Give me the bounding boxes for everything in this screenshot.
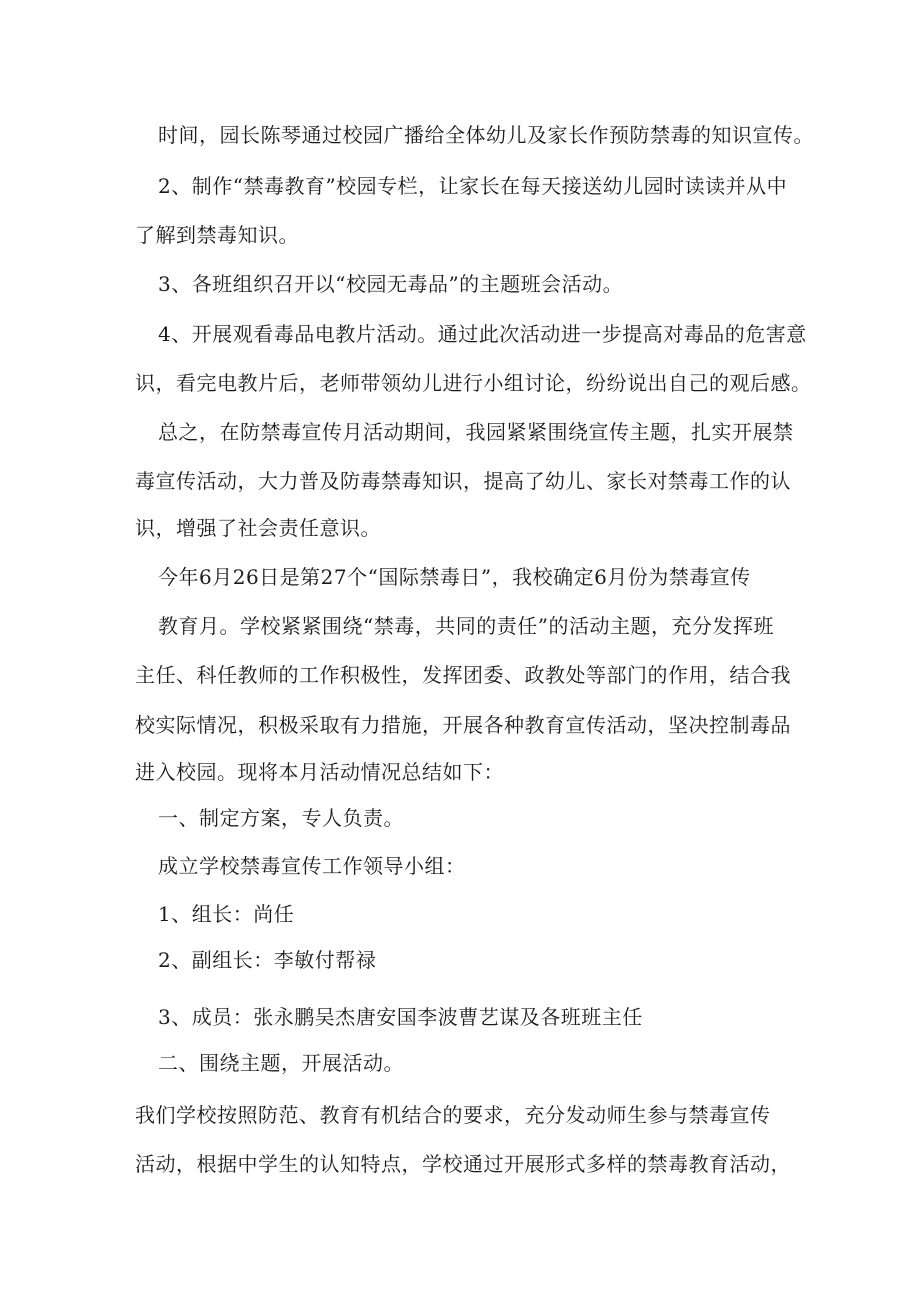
list-item: 1、组长：尚任	[158, 902, 295, 926]
text-line: 今年6月26日是第27个“国际禁毒日”，我校确定6月份为禁毒宣传	[158, 565, 751, 589]
list-item: 3、成员：张永鹏吴杰唐安国李波曹艺谋及各班班主任	[158, 1005, 643, 1029]
text-line: 2、制作“禁毒教育”校园专栏，让家长在每天接送幼儿园时读读并从中	[158, 174, 788, 198]
text-line: 主任、科任教师的工作积极性，发挥团委、政教处等部门的作用，结合我	[135, 663, 791, 687]
section-heading: 二、围绕主题，开展活动。	[158, 1051, 404, 1075]
text-line: 3、各班组织召开以“校园无毒品”的主题班会活动。	[158, 272, 624, 296]
text-line: 4、开展观看毒品电教片活动。通过此次活动进一步提高对毒品的危害意	[158, 322, 807, 346]
text-line: 毒宣传活动，大力普及防毒禁毒知识，提高了幼儿、家长对禁毒工作的认	[135, 469, 791, 493]
text-line: 了解到禁毒知识。	[135, 223, 299, 247]
text-line: 校实际情况，积极采取有力措施，开展各种教育宣传活动，坚决控制毒品	[135, 713, 791, 737]
text-line: 教育月。学校紧紧围绕“禁毒，共同的责任”的活动主题，充分发挥班	[158, 614, 774, 638]
list-item: 2、副组长：李敏付帮禄	[158, 948, 377, 972]
section-heading: 一、制定方案，专人负责。	[158, 806, 404, 830]
text-line: 成立学校禁毒宣传工作领导小组：	[158, 854, 466, 878]
text-line: 进入校园。现将本月活动情况总结如下：	[135, 760, 504, 784]
text-line: 活动，根据中学生的认知特点，学校通过开展形式多样的禁毒教育活动，	[135, 1152, 791, 1176]
text-line: 总之，在防禁毒宣传月活动期间，我园紧紧围绕宣传主题，扎实开展禁	[158, 420, 794, 444]
text-line: 时间，园长陈琴通过校园广播给全体幼儿及家长作预防禁毒的知识宣传。	[158, 123, 814, 147]
text-line: 我们学校按照防范、教育有机结合的要求，充分发动师生参与禁毒宣传	[135, 1103, 771, 1127]
text-line: 识，看完电教片后，老师带领幼儿进行小组讨论，纷纷说出自己的观后感。	[135, 371, 812, 395]
text-line: 识，增强了社会责任意识。	[135, 516, 381, 540]
